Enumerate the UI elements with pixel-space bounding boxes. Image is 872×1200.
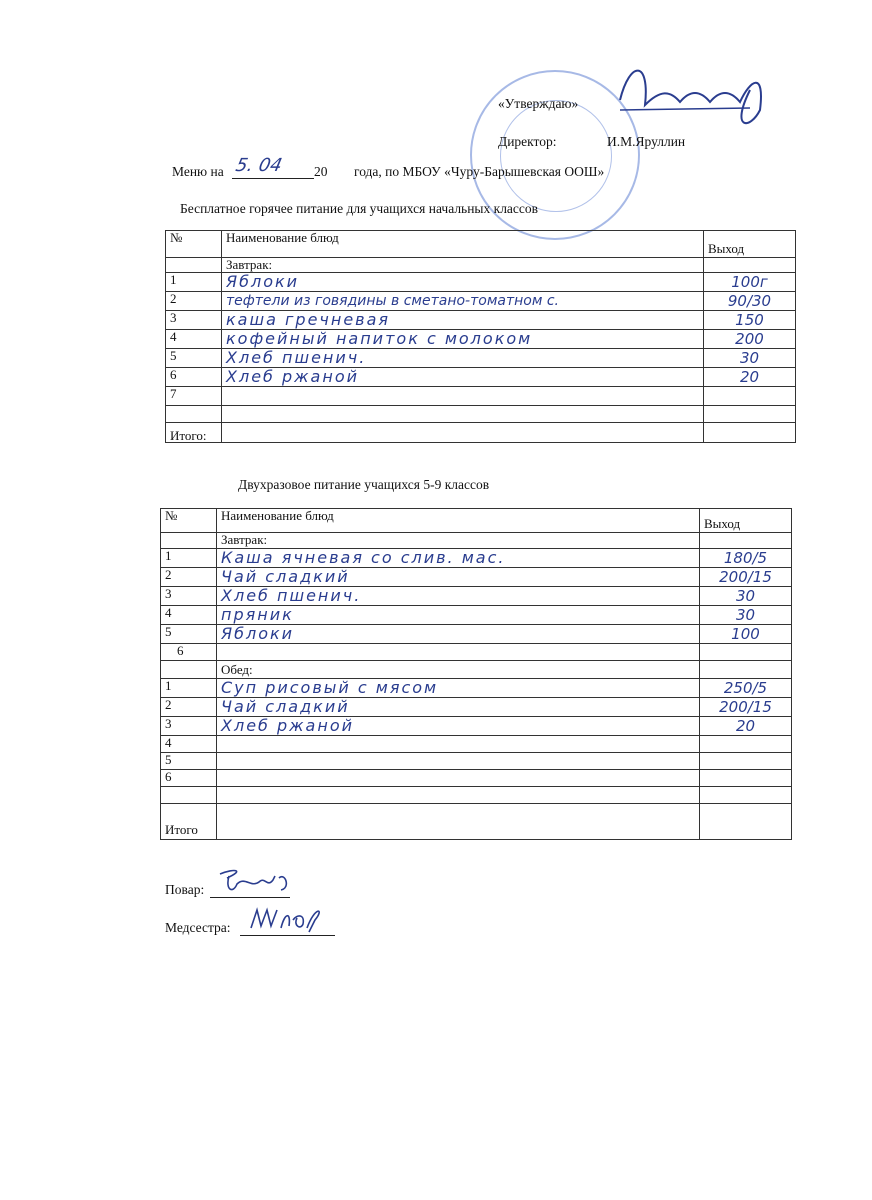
nurse-label: Медсестра:	[165, 920, 231, 935]
dish-name: каша гречневая	[222, 311, 704, 330]
row-num: 1	[161, 549, 217, 568]
dish-name: Яблоки	[217, 625, 700, 644]
row-num: 5	[161, 753, 217, 770]
row-num: 4	[161, 606, 217, 625]
director-signature	[600, 50, 780, 140]
dish-output: 180/5	[700, 549, 792, 568]
row-num: 3	[161, 587, 217, 606]
breakfast-label: Завтрак:	[217, 533, 700, 549]
dish-output: 100	[700, 625, 792, 644]
dish-output: 20	[704, 368, 796, 387]
total-label: Итого	[161, 804, 217, 840]
dish-name: Каша ячневая со слив. мас.	[217, 549, 700, 568]
dish-name: тефтели из говядины в сметано-томатном с.	[222, 292, 704, 311]
row-num: 7	[166, 387, 222, 406]
row-num: 6	[161, 644, 217, 661]
dish-name: Хлеб ржаной	[222, 368, 704, 387]
dish-output	[704, 387, 796, 406]
dish-output: 90/30	[704, 292, 796, 311]
dish-name: пряник	[217, 606, 700, 625]
primary-menu-table	[165, 230, 796, 443]
row-num: 5	[161, 625, 217, 644]
dish-name: Хлеб пшенич.	[222, 349, 704, 368]
meal-label: Завтрак:	[222, 258, 704, 273]
dish-name: Чай сладкий	[217, 698, 700, 717]
row-num: 3	[166, 311, 222, 330]
dish-output: 20	[700, 717, 792, 736]
dish-output: 200/15	[700, 698, 792, 717]
menu-prefix: Меню на	[172, 164, 224, 179]
row-num: 3	[161, 717, 217, 736]
row-num: 4	[161, 736, 217, 753]
row-num: 2	[161, 698, 217, 717]
dish-output: 250/5	[700, 679, 792, 698]
dish-output: 30	[704, 349, 796, 368]
secondary-menu-table	[160, 508, 792, 840]
row-num: 5	[166, 349, 222, 368]
nurse-signature	[245, 902, 335, 934]
menu-year: 20	[314, 164, 328, 179]
row-num: 1	[166, 273, 222, 292]
dish-name: Хлеб ржаной	[217, 717, 700, 736]
cook-label: Повар:	[165, 882, 205, 897]
cook-signature	[215, 866, 295, 896]
dish-output: 30	[700, 606, 792, 625]
dish-output: 200/15	[700, 568, 792, 587]
dish-name: Яблоки	[222, 273, 704, 292]
header-out: Выход	[704, 231, 796, 258]
menu-school: года, по МБОУ «Чуру-Барышевская ООШ»	[354, 164, 605, 179]
row-num: 4	[166, 330, 222, 349]
dish-name: кофейный напиток с молоком	[222, 330, 704, 349]
dish-output: 30	[700, 587, 792, 606]
row-num: 6	[161, 770, 217, 787]
dish-output: 100г	[704, 273, 796, 292]
row-num: 6	[166, 368, 222, 387]
dish-output: 150	[704, 311, 796, 330]
dish-name: Хлеб пшенич.	[217, 587, 700, 606]
dish-name: Суп рисовый с мясом	[217, 679, 700, 698]
header-name: Наименование блюд	[217, 509, 700, 533]
menu-date: 5. 04	[233, 155, 285, 176]
director-name: И.М.Яруллин	[607, 134, 686, 149]
approve-label: «Утверждаю»	[498, 96, 579, 111]
director-label: Директор:	[498, 134, 557, 149]
lunch-label: Обед:	[217, 661, 700, 679]
header-out: Выход	[700, 509, 792, 533]
header-num: №	[166, 231, 222, 258]
row-num: 2	[166, 292, 222, 311]
dish-name	[222, 387, 704, 406]
section1-title: Бесплатное горячее питание для учащихся начальных классов	[180, 201, 539, 216]
dish-name: Чай сладкий	[217, 568, 700, 587]
header-num: №	[161, 509, 217, 533]
total-label: Итого:	[166, 423, 222, 443]
dish-output: 200	[704, 330, 796, 349]
row-num: 2	[161, 568, 217, 587]
row-num: 1	[161, 679, 217, 698]
section2-title: Двухразовое питание учащихся 5-9 классов	[238, 477, 490, 492]
header-name: Наименование блюд	[222, 231, 704, 258]
